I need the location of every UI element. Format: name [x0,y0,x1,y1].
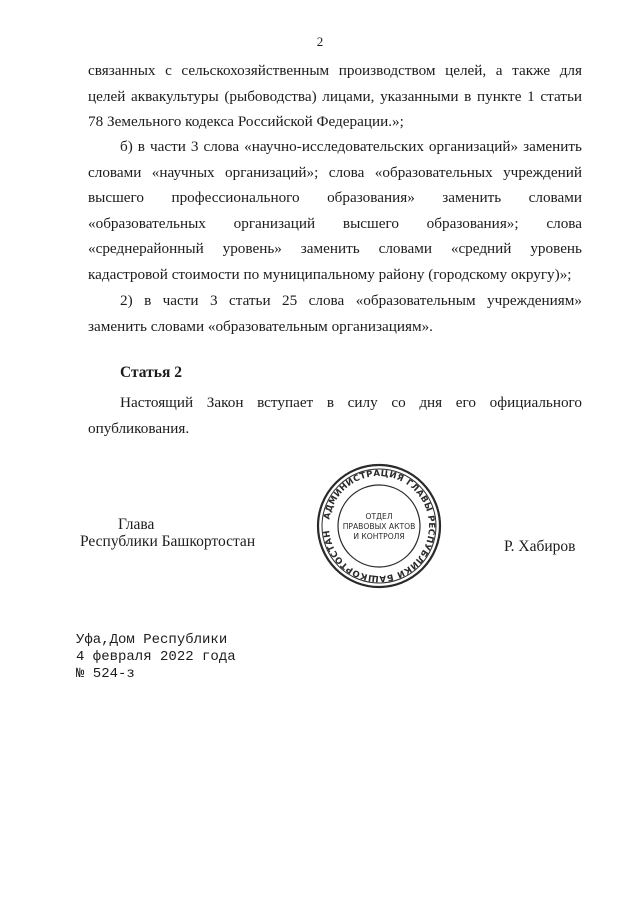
footer-number: № 524-з [76,666,135,682]
paragraph-text: 2) в части 3 статьи 25 слова «образовательным учреждениям» заменить словами «образовательным организациям». [88,292,582,335]
stamp-center-line: И КОНТРОЛЯ [353,532,405,541]
footer-place: Уфа,Дом Республики [76,632,228,648]
article-heading: Статья 2 [120,364,182,381]
signature-organization: Республики Башкортостан [80,533,256,550]
paragraph-item-b [88,134,582,287]
official-stamp [316,463,442,589]
paragraph-continuation [88,58,582,135]
signature-name: Р. Хабиров [504,538,576,555]
paragraph-item-2 [88,288,582,339]
page-number: 2 [316,34,324,49]
paragraph-text: б) в части 3 слова «научно-исследовательских организаций» заменить словами «научных организаций»; слова «образовательных учреждений высшего профессионального образования» заменить словами «образовательных организаций высшего образования»; слова «среднерайонный уровень» заменить словами «средний уровень кадастровой стоимости по муниципальному району (городскому округу)»; [88,138,582,283]
paragraph-article-2 [88,390,582,441]
paragraph-text: Настоящий Закон вступает в силу со дня его официального опубликования. [88,394,582,437]
stamp-center-line: ОТДЕЛ [365,512,393,521]
footer-date: 4 февраля 2022 года [76,649,236,665]
stamp-center-line: ПРАВОВЫХ АКТОВ [342,522,416,531]
signature-title: Глава [118,516,155,533]
paragraph-text: связанных с сельскохозяйственным производством целей, а также для целей аквакультуры (рыбоводства) лицами, указанными в пункте 1 статьи 78 Земельного кодекса Российской Федерации.»; [88,62,582,130]
stamp-outer-text: АДМИНИСТРАЦИЯ ГЛАВЫ РЕСПУБЛИКИ БАШКОРТОСТАН [322,468,437,584]
